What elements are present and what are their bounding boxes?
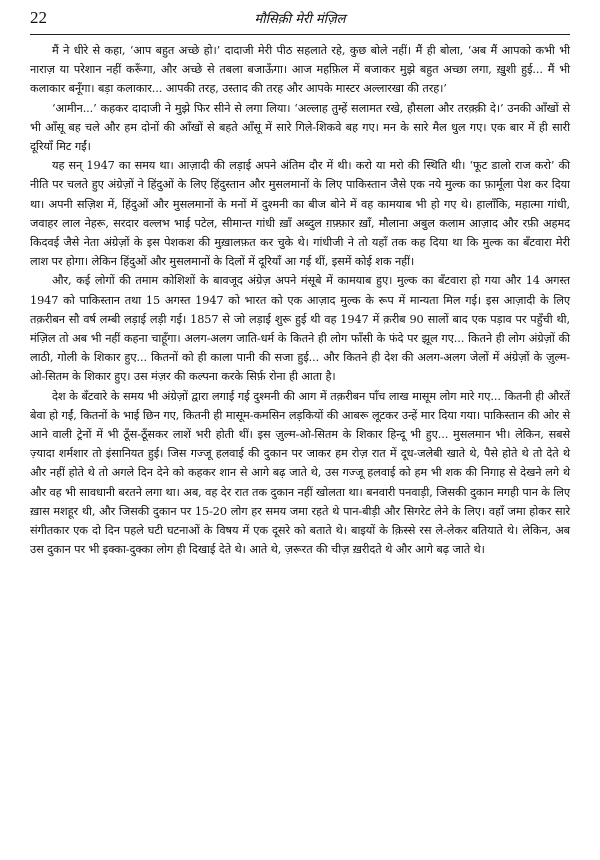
page-header	[30, 8, 570, 30]
page-number: 22	[30, 8, 47, 27]
paragraph: यह सन् 1947 का समय था। आज़ादी की लड़ाई अपने अंतिम दौर में थी। करो या मरो की स्थिति थी। ‘फूट डालो राज करो’ की नीति पर चलते हुए अंग्रेज़ों ने हिंदुओं के लिए हिंदुस्तान और मुसलमानों के लिए पाकिस्तान जैसे एक नये मुल्क का फ़ार्मूला पेश कर दिया था। अपनी सज़िश में, हिंदुओं और मुसलमानों के मनों में दुश्मनी का बीज बोने में वह कामयाब भी हो गए थे। हालाँकि, महात्मा गांधी, जवाहर लाल नेहरू, सरदार वल्लभ भाई पटेल, सीमान्त गांधी ख़ाँ अब्दुल ग़फ़्फ़ार ख़ाँ, मौलाना अबुल कलाम आज़ाद और रफ़ी अहमद किदवई जैसे नेता अंग्रेज़ों के इस पेशकश की मुख़ालफ़त कर चुके थे। गांधीजी ने तो यहाँ तक कह दिया था कि मुल्क का बँटवारा मेरी लाश पर होगा। लेकिन हिंदुओं और मुसलमानों के दिलों में दूरियाँ आ गई थीं, इसमें कोई शक नहीं।	[30, 159, 570, 269]
paragraph: मैं ने धीरे से कहा, ‘आप बहुत अच्छे हो।’ दादाजी मेरी पीठ सहलाते रहे, कुछ बोले नहीं। मैं ही बोला, ‘अब मैं आपको कभी भी नाराज़ या परेशान नहीं करूँगा, और अच्छे से तबला बजाऊँगा। आज महफ़िल में बजाकर मुझे बहुत अच्छा लगा, ख़ुशी हुई... मैं भी कलाकार बनूँगा। बड़ा कलाकार... आपकी तरह, उस्ताद की तरह और आपके मास्टर अल्लारखा की तरह।’	[30, 44, 570, 96]
header-rule	[30, 34, 570, 35]
paragraph: और, कई लोगों की तमाम कोशिशों के बावजूद अंग्रेज़ अपने मंसूबे में कामयाब हुए। मुल्क का बँटवारा हो गया और 14 अगस्त 1947 को पाकिस्तान तथा 15 अगस्त 1947 को भारत को एक आज़ाद मुल्क के रूप में मान्यता मिल गई। इस आज़ादी के लिए तक़रीबन सौ वर्ष लम्बी लड़ाई लड़ी गई। 1857 से जो लड़ाई शुरू हुई थी वह 1947 में क़रीब 90 सालों बाद एक पड़ाव पर पहुँची थी, मंज़िल तो अब भी नहीं कहना चाहूँगा। अलग-अलग जाति-धर्म के कितने ही लोग फाँसी के फंदे पर झूल गए... कितने ही लोग अंग्रेज़ों की लाठी, गोली के शिकार हुए... कितनों को ही काला पानी की सजा हुई... और कितने ही देश की अलग-अलग जेलों में अंग्रेज़ों के ज़ुल्म-ओ-सितम के शिकार हुए। उस मंज़र की कल्पना करके सिर्फ़ रोना ही आता है।	[30, 274, 570, 384]
running-title: मौसिक़ी मेरी मंज़िल	[254, 12, 346, 27]
paragraph: ‘आमीन...’ कहकर दादाजी ने मुझे फिर सीने से लगा लिया। ‘अल्लाह तुम्हें सलामत रखे, हौसला और तरक़्क़ी दे।’ उनकी आँखों से भी आँसू बह चले और हम दोनों की आँखों से बहते आँसू में सारे गिले-शिकवे बह गए। मन के सारे मैल धुल गए। एक बार में ही सारी दूरियाँ मिट गईं।	[30, 101, 570, 154]
body-text	[30, 41, 570, 559]
paragraph: देश के बँटवारे के समय भी अंग्रेज़ों द्वारा लगाई गई दुश्मनी की आग में तक़रीबन पाँच लाख मासूम लोग मारे गए... कितनी ही औरतें बेवा हो गईं, कितनों के भाई छिन गए, कितनी ही मासूम-कमसिन लड़कियों की आबरू लूटकर उन्हें मार दिया गया। पाकिस्तान की ओर से आने वाली ट्रेनों में भी ठूँस-ठूँसकर लाशें भरी होती थीं। इस ज़ुल्म-ओ-सितम के शिकार हिन्दू भी हुए... मुसलमान भी। लेकिन, सबसे ज़्यादा शर्मशार तो इंसानियत हुई। जिस गज्जू हलवाई की दुकान पर जाकर हम रोज़ रात में दूध-जलेबी खाते थे, पैसे होते थे तो देते थे और नहीं होते थे तो अगले दिन देने को कहकर शान से आगे बढ़ जाते थे, उस गज्जू हलवाई को हम भी शक की निगाह से देखने लगे थे और वह भी सावधानी बरतने लगा था। अब, वह देर रात तक दुकान नहीं खोलता था। बनवारी पनवाड़ी, जिसकी दुकान मगही पान के लिए ख़ास मशहूर थी, और जिसकी दुकान पर 15-20 लोग हर समय जमा रहते थे पान-बीड़ी और सिगरेट लेने के लिए। वहाँ जमा होकर सारे संगीतकार एक दो दिन पहले घटी घटनाओं के विषय में एक दूसरे को बताते थे। बाइयों के क़िस्से रस ले-लेकर बतियाते थे। लेकिन, अब उस दुकान पर भी इक्का-दुक्का लोग ही दिखाई देते थे। आते थे, ज़रूरत की चीज़ ख़रीदते थे और आगे बढ़ जाते थे।	[30, 389, 570, 557]
